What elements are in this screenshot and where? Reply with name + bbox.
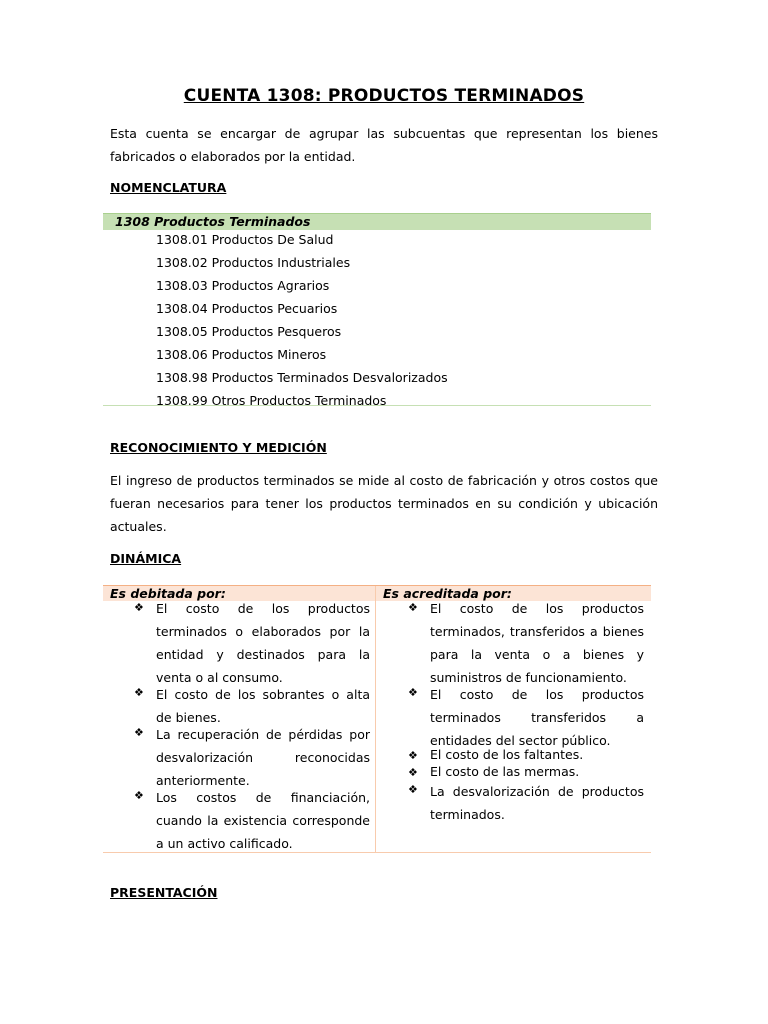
dinamica-heading: DINÁMICA xyxy=(110,551,182,566)
list-item: 1308.02 Productos Industriales xyxy=(156,255,351,270)
debit-item: El costo de los productos terminados o elaborados por la entidad y destinados para la venta o al consumo. xyxy=(156,601,370,685)
reconocimiento-heading: RECONOCIMIENTO Y MEDICIÓN xyxy=(110,440,327,455)
bullet-icon: ❖ xyxy=(408,749,418,762)
debit-item: El costo de los sobrantes o alta de bienes. xyxy=(156,687,370,725)
nomenclatura-list xyxy=(103,230,651,408)
credit-item: El costo de los productos terminados transferidos a entidades del sector público. xyxy=(430,687,644,748)
list-item: 1308.06 Productos Mineros xyxy=(156,347,327,362)
intro-paragraph: Esta cuenta se encargar de agrupar las subcuentas que representan los bienes fabricados o elaborados por la entidad. xyxy=(110,126,658,164)
bullet-icon: ❖ xyxy=(408,766,418,779)
debit-item: La recuperación de pérdidas por desvalorización reconocidas anteriormente. xyxy=(156,727,370,788)
list-item: 1308.05 Productos Pesqueros xyxy=(156,324,342,339)
reconocimiento-paragraph: El ingreso de productos terminados se mide al costo de fabricación y otros costos que fueran necesarios para tener los productos terminados en su condición y ubicación actuales. xyxy=(110,473,658,534)
credit-item: El costo de los faltantes. xyxy=(430,747,584,762)
nomenclatura-table-header: 1308 Productos Terminados xyxy=(103,213,651,230)
bullet-icon: ❖ xyxy=(134,789,144,802)
list-item: 1308.03 Productos Agrarios xyxy=(156,278,330,293)
list-item: 1308.99 Otros Productos Terminados xyxy=(156,393,387,408)
page-title: CUENTA 1308: PRODUCTOS TERMINADOS xyxy=(183,86,585,106)
debit-item: Los costos de financiación, cuando la existencia corresponde a un activo calificado. xyxy=(156,790,370,851)
credit-item: La desvalorización de productos terminados. xyxy=(430,784,644,822)
bullet-icon: ❖ xyxy=(134,686,144,699)
bullet-icon: ❖ xyxy=(408,686,418,699)
nomenclatura-heading: NOMENCLATURA xyxy=(110,180,227,195)
list-item: 1308.01 Productos De Salud xyxy=(156,232,334,247)
credit-item: El costo de los productos terminados, transferidos a bienes para la venta o a bienes y suministros de funcionamiento. xyxy=(430,601,644,685)
bullet-icon: ❖ xyxy=(134,726,144,739)
bullet-icon: ❖ xyxy=(408,601,418,614)
debit-column-header: Es debitada por: xyxy=(103,586,376,601)
credit-column-header: Es acreditada por: xyxy=(383,586,512,601)
list-item: 1308.04 Productos Pecuarios xyxy=(156,301,338,316)
credit-item: El costo de las mermas. xyxy=(430,764,580,779)
nomenclatura-table xyxy=(103,213,651,406)
presentacion-heading: PRESENTACIÓN xyxy=(110,885,218,900)
list-item: 1308.98 Productos Terminados Desvalorizados xyxy=(156,370,448,385)
bullet-icon: ❖ xyxy=(408,783,418,796)
bullet-icon: ❖ xyxy=(134,601,144,614)
